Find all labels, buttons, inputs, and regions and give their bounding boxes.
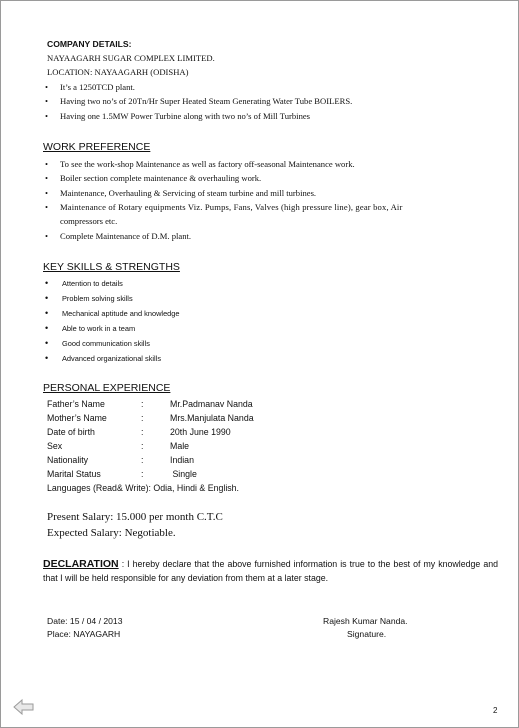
personal-row [47,399,253,410]
languages-line: Languages (Read& Write): Odia, Hindi & English. [47,483,240,493]
list-item: • It’s a 1250TCD plant. [43,80,352,94]
row-label: Father’s Name [47,399,105,409]
list-item: • Attention to details [43,276,180,291]
company-heading: COMPANY DETAILS: [47,39,132,49]
row-value: Mrs.Manjulata Nanda [170,413,254,423]
row-separator: : [141,399,144,409]
skills-list [43,276,180,366]
list-item: • Problem solving skills [43,291,180,306]
row-label: Marital Status [47,469,101,479]
row-separator: : [141,413,144,423]
list-item: • Having one 1.5MW Power Turbine along with two no’s of Mill Turbines [43,109,352,123]
row-separator: : [141,455,144,465]
personal-row [47,455,194,466]
list-item: • Maintenance, Overhauling & Servicing of steam turbine and mill turbines. [43,186,498,200]
list-item: • Good communication skills [43,336,180,351]
list-item: • Having two no’s of 20Tn/Hr Super Heated Steam Generating Water Tube BOILERS. [43,94,352,108]
page-number: 2 [493,706,498,715]
date-line: Date: 15 / 04 / 2013 [47,616,123,626]
work-preference-list-2 [43,229,191,243]
company-bullets [43,80,352,123]
work-preference-list [43,157,498,214]
list-item: • Able to work in a team [43,321,180,336]
declaration-heading: DECLARATION [43,558,119,570]
list-item: • To see the work-shop Maintenance as well as factory off-seasonal Maintenance work. [43,157,498,171]
place-line: Place: NAYAGARH [47,629,121,639]
row-value: Mr.Padmanav Nanda [170,399,253,409]
personal-row [47,427,231,438]
signer-name: Rajesh Kumar Nanda. [323,616,408,626]
row-value: 20th June 1990 [170,427,231,437]
company-name: NAYAAGARH SUGAR COMPLEX LIMITED. [47,53,215,63]
signature-label: Signature. [347,629,387,639]
row-value: Single [170,469,197,479]
back-arrow-icon[interactable] [13,698,35,716]
list-item: • Mechanical aptitude and knowledge [43,306,180,321]
personal-row [47,413,254,424]
declaration [43,557,498,585]
work-preference-heading: WORK PREFERENCE [43,141,151,153]
expected-salary: Expected Salary: Negotiable. [47,527,176,539]
company-location: LOCATION: NAYAAGARH (ODISHA) [47,67,189,77]
row-label: Sex [47,441,63,451]
list-item: • Maintenance of Rotary equipments Viz. Pumps, Fans, Valves (high pressure line), gear box, Air [43,200,498,214]
list-item: • Complete Maintenance of D.M. plant. [43,229,191,243]
declaration-text: : I hereby declare that the above furnished information is true to the best of my knowledge and that I will be held responsible for any deviation from them at a later stage. [43,559,499,583]
row-separator: : [141,427,144,437]
list-item: • Boiler section complete maintenance & overhauling work. [43,171,498,185]
row-label: Nationality [47,455,89,465]
row-separator: : [141,469,144,479]
list-item: • Advanced organizational skills [43,351,180,366]
personal-heading: PERSONAL EXPERIENCE [43,382,171,394]
row-label: Date of birth [47,427,95,437]
row-value: Male [170,441,190,451]
row-label: Mother’s Name [47,413,107,423]
skills-heading: KEY SKILLS & STRENGTHS [43,261,180,273]
personal-row [47,441,189,452]
row-value: Indian [170,455,194,465]
personal-row [47,469,197,480]
row-separator: : [141,441,144,451]
list-item-continuation: compressors etc. [60,216,118,226]
present-salary: Present Salary: 15.000 per month C.T.C [47,511,223,523]
